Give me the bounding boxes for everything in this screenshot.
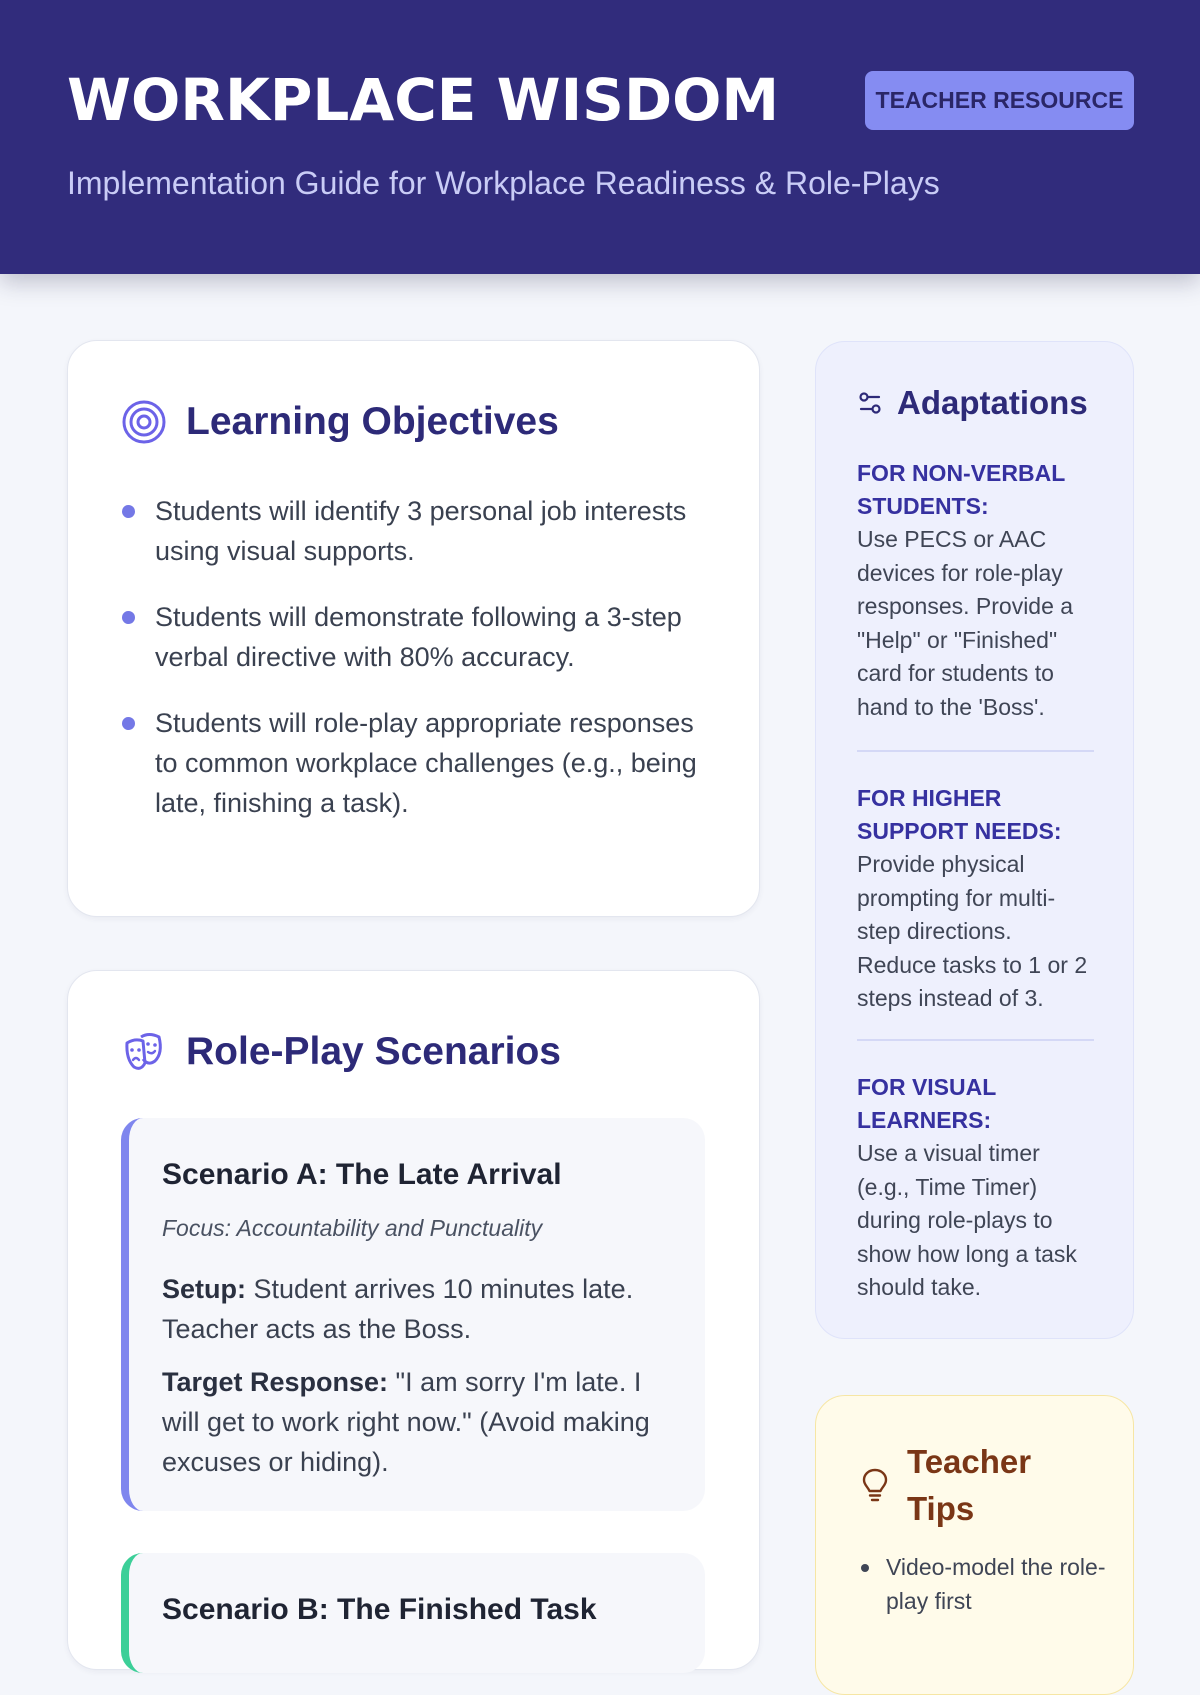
list-item: Video-model the role-play first <box>859 1551 1109 1618</box>
list-item: Students will identify 3 personal job interests using visual supports. <box>121 491 711 571</box>
role-play-scenarios-title: Role-Play Scenarios <box>186 1030 561 1073</box>
tips-list <box>859 1551 1109 1618</box>
adaptation-text: Provide physical prompting for multi-step directions. Reduce tasks to 1 or 2 steps instead of 3. <box>857 851 1088 1011</box>
setup-text: Student arrives 10 minutes late. Teacher acts as the Boss. <box>162 1274 634 1344</box>
list-item: Students will demonstrate following a 3-step verbal directive with 80% accuracy. <box>121 597 711 677</box>
teacher-tips-card <box>815 1395 1134 1695</box>
divider <box>857 1039 1094 1041</box>
scenario-a-target <box>162 1362 682 1482</box>
objectives-list <box>121 491 711 849</box>
role-play-scenarios-heading <box>121 1029 561 1075</box>
theater-masks-icon <box>121 1029 167 1075</box>
setup-label: Setup: <box>162 1274 246 1304</box>
target-response-text: "I am sorry I'm late. I will get to work right now." (Avoid making excuses or hiding). <box>162 1367 650 1477</box>
adaptation-label: FOR VISUAL LEARNERS: <box>857 1074 996 1133</box>
scenario-a-focus: Focus: Accountability and Punctuality <box>162 1215 543 1241</box>
scenario-a-card <box>121 1118 705 1511</box>
adaptation-item <box>857 1071 1097 1305</box>
resource-badge: TEACHER RESOURCE <box>865 71 1134 130</box>
learning-objectives-title: Learning Objectives <box>186 400 559 443</box>
page-title: WORKPLACE WISDOM <box>67 66 780 134</box>
teacher-tips-heading <box>859 1438 1067 1532</box>
target-response-label: Target Response: <box>162 1367 389 1397</box>
learning-objectives-card <box>67 340 760 917</box>
sliders-icon <box>857 390 883 416</box>
adaptations-title: Adaptations <box>897 384 1088 421</box>
role-play-scenarios-card <box>67 970 760 1670</box>
scenario-b-title: Scenario B: The Finished Task <box>162 1593 597 1626</box>
adaptation-label: FOR NON-VERBAL STUDENTS: <box>857 460 1065 519</box>
scenario-b-card <box>121 1553 705 1673</box>
adaptations-card <box>815 341 1134 1339</box>
adaptation-item <box>857 782 1097 1016</box>
adaptation-item <box>857 457 1097 724</box>
teacher-tips-title: Teacher Tips <box>907 1443 1032 1527</box>
lightbulb-icon <box>859 1465 891 1505</box>
learning-objectives-heading <box>121 399 559 445</box>
adaptation-text: Use PECS or AAC devices for role-play responses. Provide a "Help" or "Finished" card for students to hand to the 'Boss'. <box>857 526 1074 720</box>
page-header <box>0 0 1200 274</box>
adaptation-label: FOR HIGHER SUPPORT NEEDS: <box>857 785 1062 844</box>
scenario-a-setup <box>162 1269 682 1349</box>
divider <box>857 750 1094 752</box>
page-subtitle: Implementation Guide for Workplace Readiness & Role-Plays <box>67 165 940 201</box>
adaptation-text: Use a visual timer (e.g., Time Timer) during role-plays to show how long a task should take. <box>857 1140 1077 1300</box>
adaptations-heading <box>857 384 1088 422</box>
scenario-a-title: Scenario A: The Late Arrival <box>162 1158 562 1191</box>
target-icon <box>121 399 167 445</box>
list-item: Students will role-play appropriate responses to common workplace challenges (e.g., being late, finishing a task). <box>121 703 711 823</box>
